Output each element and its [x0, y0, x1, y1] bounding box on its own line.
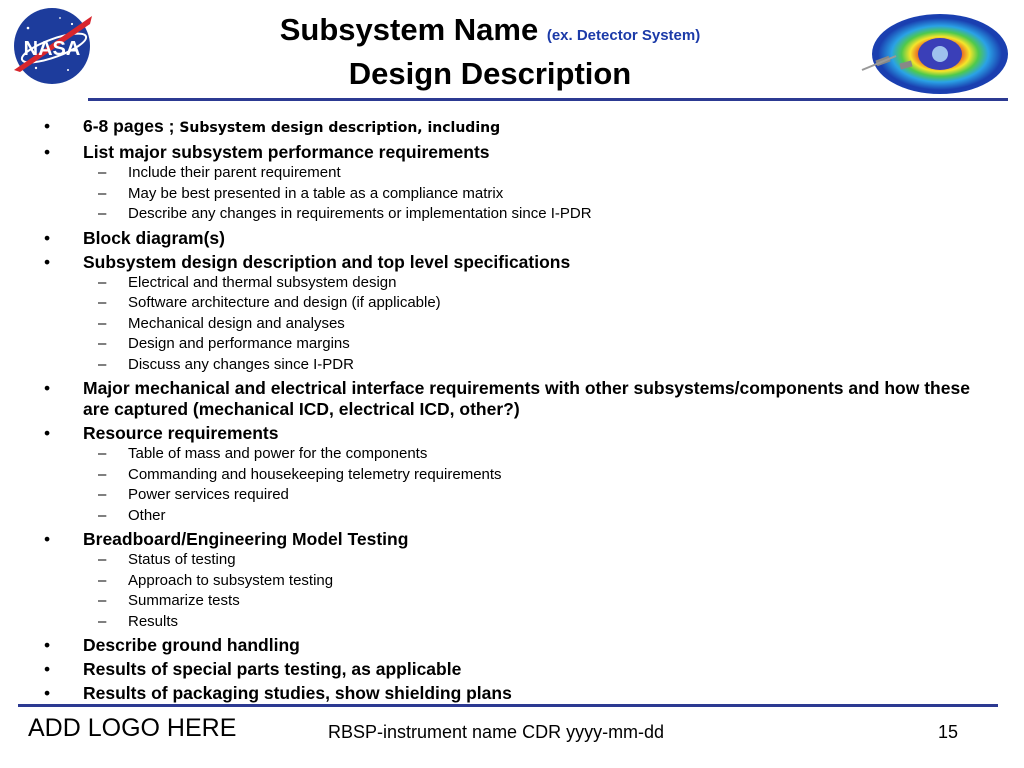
bullet-text: Results of packaging studies, show shielding plans	[83, 683, 512, 703]
bullet-item	[40, 142, 980, 163]
dash-marker: –	[98, 592, 107, 609]
dash-marker: –	[98, 355, 107, 373]
bullet-item	[40, 635, 980, 656]
sub-bullet-item	[40, 550, 980, 571]
bullet-marker: •	[44, 635, 51, 655]
bullet-text: Resource requirements	[83, 423, 279, 443]
sub-bullet-item	[40, 355, 980, 376]
bullet-marker: •	[44, 423, 51, 443]
svg-text:NASA: NASA	[23, 38, 81, 60]
bullet-text: Block diagram(s)	[83, 227, 225, 248]
sub-bullet-text: Discuss any changes since I-PDR	[128, 355, 354, 373]
dash-marker: –	[98, 184, 107, 202]
sub-bullet-text: Table of mass and power for the components	[128, 445, 428, 462]
bullet-marker: •	[44, 529, 51, 549]
sub-bullet-item	[40, 612, 980, 633]
sub-bullet-text: Software architecture and design (if applicable)	[128, 294, 441, 311]
sub-bullet-item	[40, 465, 980, 486]
bullet-text: Results of special parts testing, as applicable	[83, 659, 462, 679]
title-subtitle: (ex. Detector System)	[546, 27, 701, 44]
dash-marker: –	[98, 465, 107, 483]
sub-bullet-item	[40, 506, 980, 527]
sub-bullet-text: May be best presented in a table as a compliance matrix	[128, 184, 504, 202]
bullet-item	[40, 529, 980, 550]
sub-bullet-text: Include their parent requirement	[128, 164, 341, 181]
sub-bullet-item	[40, 571, 980, 592]
nasa-logo	[6, 4, 98, 88]
bullet-text: List major subsystem performance requirements	[83, 142, 490, 162]
bullet-text: Major mechanical and electrical interface requirements with other subsystems/components and how these are captured (mechanical ICD, electrical ICD, other?)	[83, 378, 970, 419]
dash-marker: –	[98, 612, 107, 630]
bullet-marker: •	[44, 378, 51, 398]
sub-bullet-text: Describe any changes in requirements or implementation since I-PDR	[128, 205, 592, 222]
bullet-item	[40, 378, 980, 420]
sub-bullet-item	[40, 184, 980, 205]
dash-marker: –	[98, 294, 107, 311]
dash-marker: –	[98, 205, 107, 222]
footer-divider	[18, 704, 998, 707]
bullet-text: Breadboard/Engineering Model Testing	[83, 529, 409, 549]
title-line-2: Design Description	[348, 56, 632, 91]
bullet-item	[40, 252, 980, 273]
header-divider	[88, 98, 1008, 101]
sub-bullet-text: Electrical and thermal subsystem design	[128, 273, 397, 291]
sub-bullet-item	[40, 444, 980, 465]
dash-marker: –	[98, 571, 107, 589]
dash-marker: –	[98, 551, 107, 568]
dash-marker: –	[98, 335, 107, 352]
dash-marker: –	[98, 506, 107, 524]
sub-bullet-text: Design and performance margins	[128, 335, 350, 352]
bullet-list	[40, 113, 980, 704]
radiation-belt-image	[856, 10, 1016, 98]
bullet-note: Subsystem design description, including	[179, 120, 501, 136]
bullet-marker: •	[44, 683, 51, 703]
sub-bullet-item	[40, 334, 980, 355]
sub-bullet-text: Power services required	[128, 486, 289, 503]
dash-marker: –	[98, 314, 107, 332]
sub-bullet-item	[40, 591, 980, 612]
footer-title: RBSP-instrument name CDR yyyy-mm-dd	[328, 722, 665, 742]
bullet-marker: •	[44, 251, 51, 272]
title-main: Subsystem Name	[279, 12, 539, 47]
sub-bullet-item	[40, 273, 980, 294]
bullet-marker: •	[44, 142, 51, 162]
dash-marker: –	[98, 164, 107, 181]
sub-bullet-item	[40, 485, 980, 506]
sub-bullet-text: Other	[128, 506, 166, 524]
bullet-text: 6-8 pages ;	[83, 116, 175, 136]
sub-bullet-item	[40, 293, 980, 314]
bullet-item	[40, 423, 980, 444]
bullet-text: Subsystem design description and top level specifications	[83, 251, 571, 272]
bullet-marker: •	[44, 659, 51, 679]
sub-bullet-text: Status of testing	[128, 551, 236, 568]
footer-logo-placeholder: ADD LOGO HERE	[28, 714, 237, 742]
bullet-item	[40, 116, 980, 139]
sub-bullet-text: Commanding and housekeeping telemetry requirements	[128, 465, 502, 483]
dash-marker: –	[98, 486, 107, 503]
sub-bullet-text: Mechanical design and analyses	[128, 314, 345, 332]
bullet-text: Describe ground handling	[83, 635, 300, 655]
slide-title	[170, 10, 810, 92]
page-number: 15	[938, 722, 959, 742]
bullet-marker: •	[44, 116, 51, 136]
bullet-marker: •	[44, 227, 51, 248]
sub-bullet-text: Approach to subsystem testing	[128, 571, 334, 589]
bullet-item	[40, 659, 980, 680]
sub-bullet-text: Summarize tests	[128, 592, 240, 609]
bullet-item	[40, 683, 980, 704]
bullet-item	[40, 228, 980, 249]
sub-bullet-item	[40, 163, 980, 184]
dash-marker: –	[98, 273, 107, 291]
sub-bullet-item	[40, 314, 980, 335]
sub-bullet-item	[40, 204, 980, 225]
dash-marker: –	[98, 445, 107, 462]
sub-bullet-text: Results	[128, 612, 179, 630]
